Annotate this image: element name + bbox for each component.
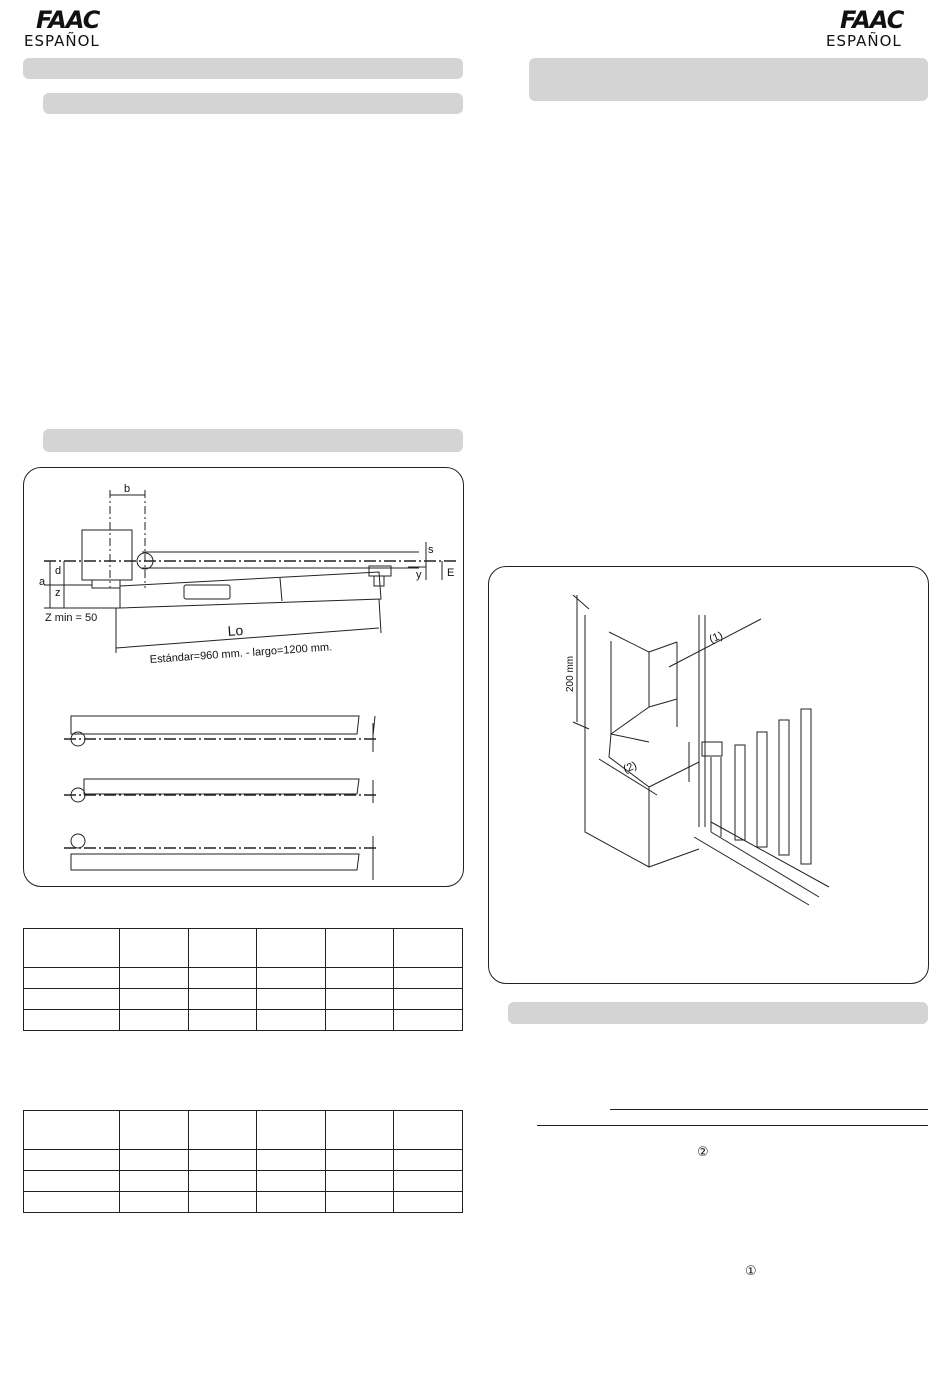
divider-rule-long [537,1125,928,1126]
callout-2: (2) [621,759,639,776]
installation-diagram-panel [23,467,464,887]
label-e: E [447,567,455,579]
label-b: b [124,483,131,495]
dimensions-table-upper [23,928,463,1031]
dimensions-table-lower [23,1110,463,1213]
faac-logo-left: FAAC [36,6,100,34]
lo-label: Lo [227,621,244,639]
callout-1: (1) [707,629,725,646]
section-heading-bar [23,58,463,79]
zmin-label: Z min = 50 [45,612,98,624]
subsection-heading-bar [43,93,463,114]
standard-length-label: Estándar=960 mm. - largo=1200 mm. [149,641,333,666]
subsection-heading-bar-2 [43,429,463,452]
pillar-diagram-panel [488,566,929,984]
installation-diagram [24,468,463,886]
circled-1-marker: ① [745,1264,757,1279]
divider-rule-short [610,1109,928,1110]
circled-2-marker: ② [697,1145,709,1160]
label-y: y [416,569,422,581]
language-label-left: ESPAÑOL [24,32,100,50]
label-a: a [39,576,46,588]
language-label-right: ESPAÑOL [826,32,902,50]
section-heading-bar-right [529,58,928,101]
pillar-diagram [489,567,928,983]
subsection-heading-bar-right [508,1002,928,1024]
label-d: d [55,565,62,577]
label-s: s [428,544,434,556]
label-z: z [55,587,61,599]
height-200mm-label: 200 mm [565,655,576,692]
faac-logo-right: FAAC [840,6,904,34]
